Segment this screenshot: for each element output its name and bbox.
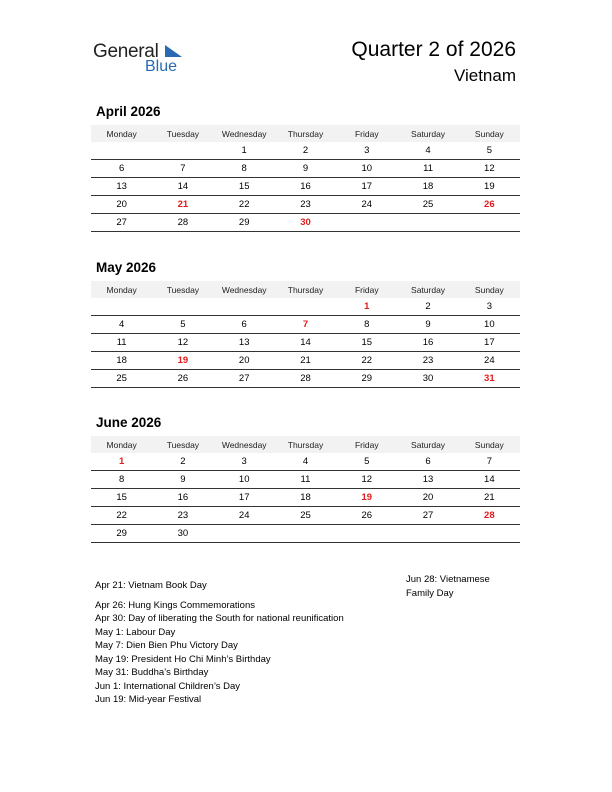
week-row (91, 489, 520, 507)
empty-day-cell (91, 298, 152, 316)
holiday-note: May 19: President Ho Chi Minh’s Birthday (95, 653, 271, 665)
week-row (91, 298, 520, 316)
empty-day-cell (336, 525, 397, 543)
day-cell: 28 (459, 507, 520, 525)
day-cell: 28 (152, 214, 213, 232)
weekday-header: Monday (91, 436, 152, 453)
month-calendar (91, 414, 520, 543)
day-cell: 18 (91, 352, 152, 370)
day-cell: 7 (152, 160, 213, 178)
week-row (91, 316, 520, 334)
weekday-header-row (91, 125, 520, 142)
day-cell: 12 (459, 160, 520, 178)
day-cell: 20 (214, 352, 275, 370)
weekday-header: Thursday (275, 125, 336, 142)
day-cell: 1 (214, 142, 275, 160)
day-cell: 30 (275, 214, 336, 232)
day-cell: 4 (397, 142, 458, 160)
week-row (91, 214, 520, 232)
day-cell: 19 (152, 352, 213, 370)
day-cell: 18 (397, 178, 458, 196)
weekday-header: Wednesday (214, 436, 275, 453)
day-cell: 23 (397, 352, 458, 370)
day-cell: 12 (336, 471, 397, 489)
day-cell: 13 (214, 334, 275, 352)
week-row (91, 178, 520, 196)
country-name: Vietnam (453, 66, 516, 85)
day-cell: 7 (275, 316, 336, 334)
day-cell: 22 (336, 352, 397, 370)
day-cell: 8 (91, 471, 152, 489)
empty-day-cell (152, 298, 213, 316)
day-cell: 6 (397, 453, 458, 471)
holiday-note: Apr 26: Hung Kings Commemorations (95, 599, 255, 611)
day-cell: 28 (275, 370, 336, 388)
month-calendar (91, 103, 520, 232)
holiday-list-right (406, 573, 516, 600)
day-cell: 23 (275, 196, 336, 214)
holiday-list (95, 579, 344, 707)
week-row (91, 334, 520, 352)
empty-day-cell (275, 298, 336, 316)
weekday-header: Thursday (275, 281, 336, 298)
day-cell: 24 (336, 196, 397, 214)
generalblue-logo (93, 38, 193, 80)
day-cell: 8 (336, 316, 397, 334)
day-cell: 26 (336, 507, 397, 525)
day-cell: 14 (459, 471, 520, 489)
day-cell: 25 (91, 370, 152, 388)
day-cell: 21 (275, 352, 336, 370)
day-cell: 16 (152, 489, 213, 507)
day-cell: 14 (152, 178, 213, 196)
weekday-header: Monday (91, 125, 152, 142)
day-cell: 12 (152, 334, 213, 352)
week-row (91, 471, 520, 489)
day-cell: 11 (275, 471, 336, 489)
day-cell: 15 (214, 178, 275, 196)
day-cell: 2 (275, 142, 336, 160)
day-cell: 3 (336, 142, 397, 160)
day-cell: 20 (91, 196, 152, 214)
day-cell: 9 (152, 471, 213, 489)
day-cell: 23 (152, 507, 213, 525)
holiday-note: Apr 30: Day of liberating the South for national reunification (95, 613, 344, 624)
day-cell: 27 (214, 370, 275, 388)
day-cell: 4 (275, 453, 336, 471)
day-cell: 11 (91, 334, 152, 352)
weekday-header: Sunday (459, 125, 520, 142)
holiday-note: May 1: Labour Day (95, 626, 176, 638)
day-cell: 24 (214, 507, 275, 525)
day-cell: 13 (91, 178, 152, 196)
day-cell: 3 (214, 453, 275, 471)
holiday-note: Jun 1: International Children’s Day (95, 680, 241, 692)
day-cell: 16 (275, 178, 336, 196)
day-cell: 29 (91, 525, 152, 543)
weekday-header-row (91, 436, 520, 453)
day-cell: 13 (397, 471, 458, 489)
holiday-note: Jun 28: Vietnamese Family Day (406, 574, 490, 599)
empty-day-cell (214, 298, 275, 316)
weekday-header: Thursday (275, 436, 336, 453)
day-cell: 5 (152, 316, 213, 334)
day-cell: 30 (397, 370, 458, 388)
day-cell: 4 (91, 316, 152, 334)
empty-day-cell (397, 214, 458, 232)
day-cell: 5 (336, 453, 397, 471)
empty-day-cell (214, 525, 275, 543)
empty-day-cell (91, 142, 152, 160)
day-cell: 16 (397, 334, 458, 352)
day-cell: 15 (91, 489, 152, 507)
weekday-header: Saturday (397, 436, 458, 453)
day-cell: 10 (214, 471, 275, 489)
calendar-grid (91, 436, 520, 543)
day-cell: 24 (459, 352, 520, 370)
day-cell: 27 (397, 507, 458, 525)
day-cell: 25 (275, 507, 336, 525)
day-cell: 21 (152, 196, 213, 214)
weekday-header: Saturday (397, 125, 458, 142)
week-row (91, 370, 520, 388)
week-row (91, 507, 520, 525)
day-cell: 31 (459, 370, 520, 388)
day-cell: 19 (336, 489, 397, 507)
logo-triangle-icon (163, 43, 183, 59)
day-cell: 17 (214, 489, 275, 507)
weekday-header: Saturday (397, 281, 458, 298)
day-cell: 2 (397, 298, 458, 316)
week-row (91, 525, 520, 543)
weekday-header: Monday (91, 281, 152, 298)
week-row (91, 352, 520, 370)
day-cell: 10 (336, 160, 397, 178)
day-cell: 29 (214, 214, 275, 232)
holiday-note: Apr 21: Vietnam Book Day (95, 580, 207, 591)
day-cell: 3 (459, 298, 520, 316)
day-cell: 21 (459, 489, 520, 507)
month-title: May 2026 (96, 260, 157, 275)
calendar-grid (91, 281, 520, 388)
holiday-note: May 7: Dien Bien Phu Victory Day (95, 640, 238, 651)
day-cell: 2 (152, 453, 213, 471)
logo-text-blue: Blue (145, 58, 178, 75)
week-row (91, 160, 520, 178)
day-cell: 30 (152, 525, 213, 543)
day-cell: 15 (336, 334, 397, 352)
day-cell: 17 (336, 178, 397, 196)
week-row (91, 142, 520, 160)
day-cell: 29 (336, 370, 397, 388)
empty-day-cell (459, 525, 520, 543)
day-cell: 11 (397, 160, 458, 178)
day-cell: 6 (91, 160, 152, 178)
calendar-grid (91, 125, 520, 232)
day-cell: 5 (459, 142, 520, 160)
weekday-header: Tuesday (152, 281, 213, 298)
day-cell: 20 (397, 489, 458, 507)
day-cell: 1 (336, 298, 397, 316)
month-title: June 2026 (96, 415, 162, 430)
empty-day-cell (275, 525, 336, 543)
day-cell: 26 (459, 196, 520, 214)
weekday-header: Wednesday (214, 281, 275, 298)
weekday-header: Friday (336, 125, 397, 142)
day-cell: 25 (397, 196, 458, 214)
week-row (91, 453, 520, 471)
weekday-header: Sunday (459, 436, 520, 453)
weekday-header: Tuesday (152, 436, 213, 453)
weekday-header: Friday (336, 436, 397, 453)
day-cell: 6 (214, 316, 275, 334)
weekday-header: Sunday (459, 281, 520, 298)
day-cell: 26 (152, 370, 213, 388)
day-cell: 9 (275, 160, 336, 178)
day-cell: 18 (275, 489, 336, 507)
logo-text-general: General (93, 41, 159, 62)
day-cell: 22 (91, 507, 152, 525)
empty-day-cell (397, 525, 458, 543)
day-cell: 27 (91, 214, 152, 232)
day-cell: 7 (459, 453, 520, 471)
day-cell: 14 (275, 334, 336, 352)
month-calendar (91, 259, 520, 388)
day-cell: 19 (459, 178, 520, 196)
holiday-note: Jun 19: Mid-year Festival (95, 694, 202, 705)
month-title: April 2026 (96, 104, 161, 119)
holiday-note: May 31: Buddha’s Birthday (95, 667, 209, 678)
day-cell: 22 (214, 196, 275, 214)
empty-day-cell (459, 214, 520, 232)
day-cell: 10 (459, 316, 520, 334)
page-title: Quarter 2 of 2026 (351, 38, 516, 61)
weekday-header: Wednesday (214, 125, 275, 142)
weekday-header: Tuesday (152, 125, 213, 142)
day-cell: 9 (397, 316, 458, 334)
empty-day-cell (152, 142, 213, 160)
weekday-header: Friday (336, 281, 397, 298)
day-cell: 1 (91, 453, 152, 471)
day-cell: 17 (459, 334, 520, 352)
day-cell: 8 (214, 160, 275, 178)
weekday-header-row (91, 281, 520, 298)
week-row (91, 196, 520, 214)
empty-day-cell (336, 214, 397, 232)
